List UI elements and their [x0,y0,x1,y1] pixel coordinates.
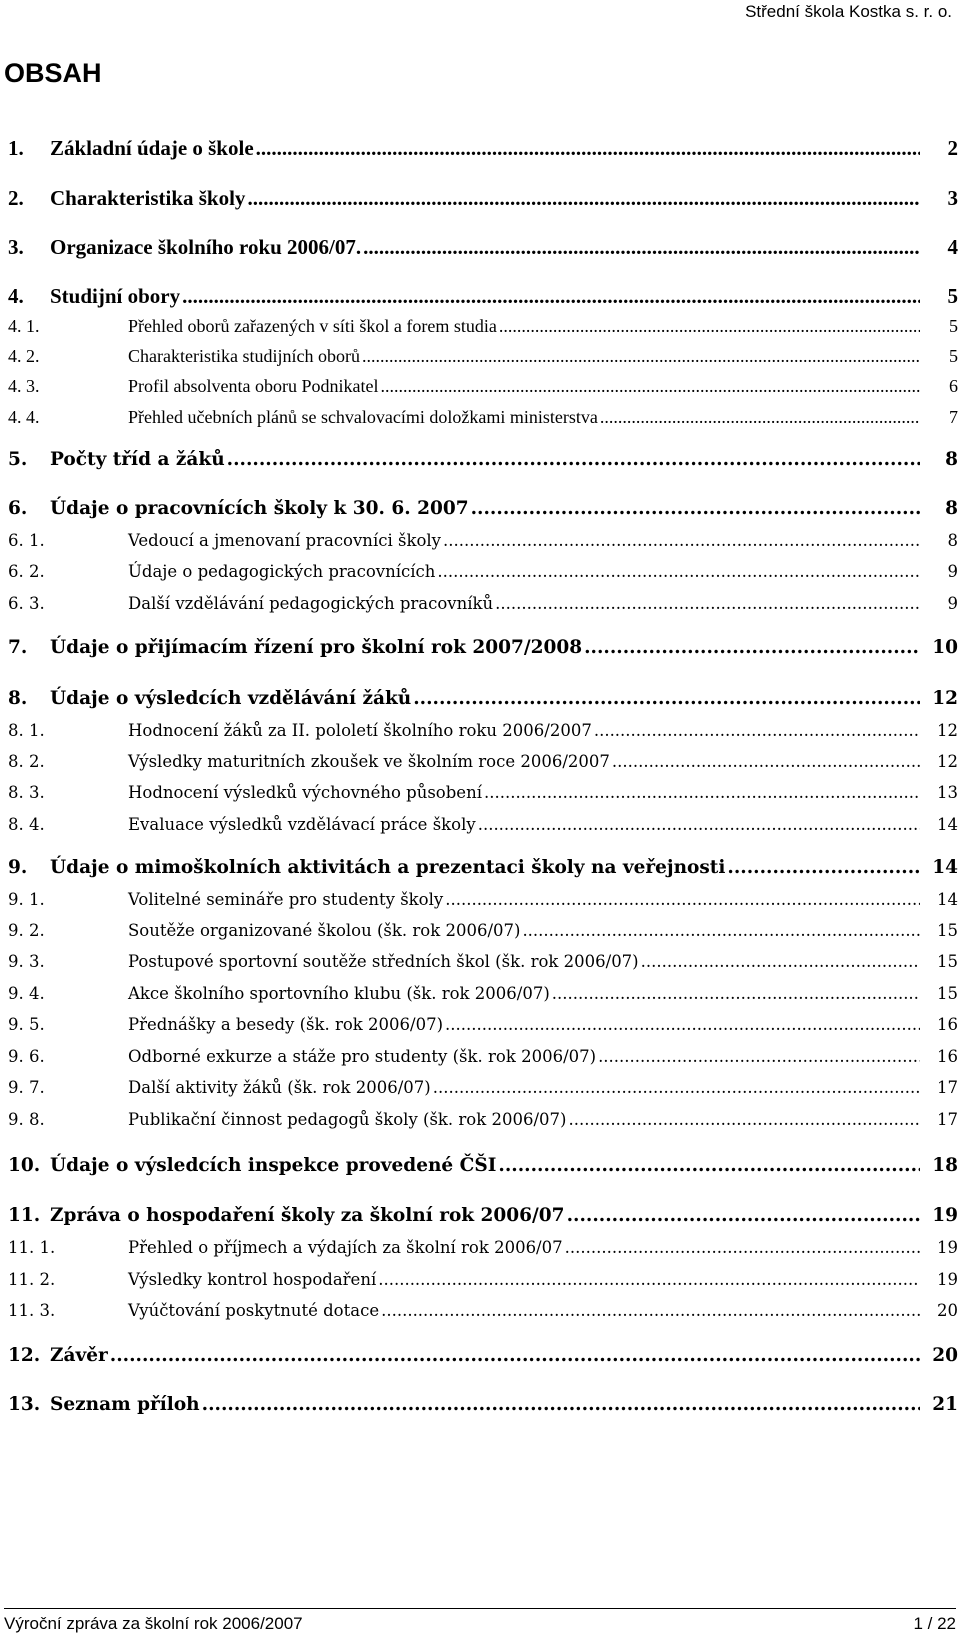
toc-number: 13. [8,1394,41,1415]
toc-page: 16 [937,1015,958,1034]
toc-page: 5 [949,346,958,366]
toc-entry-8-1[interactable] [0,721,960,740]
toc-title: Závěr [50,1345,108,1366]
toc-title: Údaje o výsledcích inspekce provedené ČŠI [50,1155,497,1176]
toc-title: Soutěže organizované školou (šk. rok 2006/07) [128,921,521,940]
footer-divider [4,1608,956,1609]
dot-leader [612,752,920,771]
toc-page: 15 [937,984,958,1003]
toc-entry-9-1[interactable] [0,890,960,909]
toc-number: 8. 4. [8,815,45,834]
toc-page: 19 [932,1205,958,1226]
toc-number: 9. 8. [8,1110,45,1129]
dot-leader [484,783,920,802]
toc-page: 8 [945,449,958,470]
dot-leader [522,921,920,940]
toc-page: 21 [932,1394,958,1415]
toc-title: Přehled učebních plánů se schvalovacími doložkami ministerstva [128,407,598,427]
toc-entry-5[interactable] [0,449,960,470]
toc-number: 8. [8,688,28,709]
toc-entry-9-2[interactable] [0,921,960,940]
toc-title: Hodnocení žáků za II. pololetí školního roku 2006/2007 [128,721,592,740]
toc-title: Výsledky kontrol hospodaření [128,1270,377,1289]
dot-leader [594,721,920,740]
toc-entry-4-1[interactable] [0,316,960,337]
toc-entry-4[interactable] [0,284,960,309]
toc-entry-8[interactable] [0,688,960,709]
toc-entry-4-4[interactable] [0,407,960,428]
toc-entry-11[interactable] [0,1205,960,1226]
toc-entry-9-5[interactable] [0,1015,960,1034]
toc-number: 8. 1. [8,721,45,740]
toc-entry-12[interactable] [0,1345,960,1366]
page-title: OBSAH [4,58,102,88]
toc-number: 1. [8,136,24,160]
toc-entry-13[interactable] [0,1394,960,1415]
toc-page: 12 [937,721,958,740]
dot-leader [567,1205,920,1226]
toc-page: 17 [937,1110,958,1129]
toc-entry-6-1[interactable] [0,531,960,550]
toc-number: 9. 4. [8,984,45,1003]
dot-leader [247,186,920,211]
toc-number: 3. [8,235,24,259]
toc-number: 9. 7. [8,1078,45,1097]
dot-leader [445,890,920,909]
toc-title: Další aktivity žáků (šk. rok 2006/07) [128,1078,431,1097]
toc-number: 6. 3. [8,594,45,613]
toc-title: Přednášky a besedy (šk. rok 2006/07) [128,1015,444,1034]
dot-leader [584,637,920,658]
toc-page: 14 [937,815,958,834]
dot-leader [498,1155,920,1176]
toc-page: 20 [932,1345,958,1366]
toc-title: Profil absolventa oboru Podnikatel [128,376,379,396]
toc-number: 11. 1. [8,1238,56,1257]
dot-leader [362,346,920,367]
dot-leader [600,407,920,428]
toc-page: 5 [947,284,958,308]
toc-page: 15 [937,952,958,971]
toc-page: 15 [937,921,958,940]
toc-page: 20 [937,1301,958,1320]
toc-title: Údaje o pedagogických pracovnících [128,562,436,581]
toc-number: 4. [8,284,24,308]
toc-page: 3 [947,186,958,210]
toc-number: 7. [8,637,28,658]
dot-leader [727,857,920,878]
toc-title: Zpráva o hospodaření školy za školní rok 2006/07 [50,1205,565,1226]
toc-entry-6[interactable] [0,498,960,519]
dot-leader [471,498,920,519]
toc-number: 12. [8,1345,41,1366]
toc-entry-6-3[interactable] [0,594,960,613]
toc-page: 5 [949,316,958,336]
toc-entry-10[interactable] [0,1155,960,1176]
toc-page: 17 [937,1078,958,1097]
toc-entry-6-2[interactable] [0,562,960,581]
toc-title: Charakteristika školy [50,186,246,210]
toc-page: 12 [937,752,958,771]
toc-title: Hodnocení výsledků výchovného působení [128,783,482,802]
toc-entry-1[interactable] [0,136,960,161]
toc-number: 11. [8,1205,41,1226]
footer-page-number: 1 / 22 [913,1614,956,1633]
toc-page: 9 [947,594,958,613]
toc-number: 10. [8,1155,41,1176]
toc-number: 9. 6. [8,1047,45,1066]
toc-page: 9 [947,562,958,581]
dot-leader [568,1110,920,1129]
toc-number: 11. 3. [8,1301,56,1320]
toc-title: Výsledky maturitních zkoušek ve školním roce 2006/2007 [128,752,610,771]
dot-leader [380,376,920,397]
dot-leader [641,952,920,971]
toc-title: Údaje o výsledcích vzdělávání žáků [50,688,412,709]
toc-title: Evaluace výsledků vzdělávací práce školy [128,815,476,834]
toc-page: 8 [947,531,958,550]
toc-entry-9[interactable] [0,857,960,878]
dot-leader [227,449,920,470]
dot-leader [433,1078,920,1097]
toc-title: Přehled oborů zařazených v síti škol a forem studia [128,316,497,336]
dot-leader [445,1015,920,1034]
toc-page: 19 [937,1270,958,1289]
dot-leader [378,1270,920,1289]
toc-entry-9-3[interactable] [0,952,960,971]
toc-entry-2[interactable] [0,186,960,211]
running-header: Střední škola Kostka s. r. o. [745,2,952,21]
toc-number: 6. 1. [8,531,45,550]
toc-entry-11-2[interactable] [0,1270,960,1289]
footer-report-title: Výroční zpráva za školní rok 2006/2007 [4,1614,303,1633]
toc-number: 6. 2. [8,562,45,581]
toc-page: 8 [945,498,958,519]
toc-number: 4. 4. [8,407,40,427]
toc-title: Postupové sportovní soutěže středních škol (šk. rok 2006/07) [128,952,639,971]
dot-leader [110,1345,920,1366]
toc-title: Údaje o mimoškolních aktivitách a prezentaci školy na veřejnosti [50,857,726,878]
toc-title: Údaje o pracovnících školy k 30. 6. 2007 [50,498,469,519]
toc-page: 19 [937,1238,958,1257]
toc-title: Seznam příloh [50,1394,200,1415]
toc-title: Přehled o příjmech a výdajích za školní rok 2006/07 [128,1238,563,1257]
dot-leader [565,1238,920,1257]
toc-title: Vedoucí a jmenovaní pracovníci školy [128,531,441,550]
dot-leader [256,136,920,161]
toc-entry-11-3[interactable] [0,1301,960,1320]
toc-title: Studijní obory [50,284,181,308]
dot-leader [443,531,920,550]
toc-title: Údaje o přijímacím řízení pro školní rok 2007/2008 [50,637,583,658]
toc-title: Počty tříd a žáků [50,449,225,470]
dot-leader [363,235,920,260]
toc-title: Akce školního sportovního klubu (šk. rok 2006/07) [128,984,550,1003]
dot-leader [182,284,920,309]
toc-page: 14 [937,890,958,909]
toc-title: Další vzdělávání pedagogických pracovníků [128,594,494,613]
dot-leader [381,1301,920,1320]
toc-title: Publikační činnost pedagogů školy (šk. rok 2006/07) [128,1110,567,1129]
toc-title: Organizace školního roku 2006/07. [50,235,362,259]
toc-number: 9. 2. [8,921,45,940]
toc-page: 18 [932,1155,958,1176]
toc-number: 2. [8,186,24,210]
toc-page: 2 [947,136,958,160]
dot-leader [478,815,920,834]
dot-leader [552,984,920,1003]
toc-title: Volitelné semináře pro studenty školy [128,890,444,909]
toc-title: Charakteristika studijních oborů [128,346,360,366]
dot-leader [202,1394,920,1415]
toc-entry-7[interactable] [0,637,960,658]
toc-number: 4. 3. [8,376,40,396]
toc-entry-9-6[interactable] [0,1047,960,1066]
toc-title: Základní údaje o škole [50,136,254,160]
toc-page: 6 [949,376,958,396]
toc-number: 4. 1. [8,316,40,336]
toc-number: 4. 2. [8,346,40,366]
dot-leader [495,594,920,613]
toc-number: 8. 3. [8,783,45,802]
toc-number: 6. [8,498,28,519]
toc-number: 9. 5. [8,1015,45,1034]
dot-leader [598,1047,920,1066]
dot-leader [437,562,920,581]
toc-page: 7 [949,407,958,427]
toc-entry-3[interactable] [0,235,960,260]
toc-page: 16 [937,1047,958,1066]
toc-title: Vyúčtování poskytnuté dotace [128,1301,380,1320]
toc-number: 9. [8,857,28,878]
dot-leader [499,316,920,337]
toc-number: 8. 2. [8,752,45,771]
toc-entry-8-3[interactable] [0,783,960,802]
toc-page: 12 [932,688,958,709]
toc-number: 11. 2. [8,1270,56,1289]
toc-entry-9-4[interactable] [0,984,960,1003]
dot-leader [413,688,920,709]
toc-number: 9. 3. [8,952,45,971]
toc-entry-8-4[interactable] [0,815,960,834]
toc-page: 10 [932,637,958,658]
toc-page: 13 [937,783,958,802]
toc-entry-8-2[interactable] [0,752,960,771]
toc-page: 4 [947,235,958,259]
toc-entry-9-7[interactable] [0,1078,960,1097]
toc-entry-11-1[interactable] [0,1238,960,1257]
toc-number: 9. 1. [8,890,45,909]
toc-page: 14 [932,857,958,878]
toc-number: 5. [8,449,28,470]
toc-entry-9-8[interactable] [0,1110,960,1129]
toc-entry-4-3[interactable] [0,376,960,397]
toc-title: Odborné exkurze a stáže pro studenty (šk. rok 2006/07) [128,1047,597,1066]
toc-entry-4-2[interactable] [0,346,960,367]
